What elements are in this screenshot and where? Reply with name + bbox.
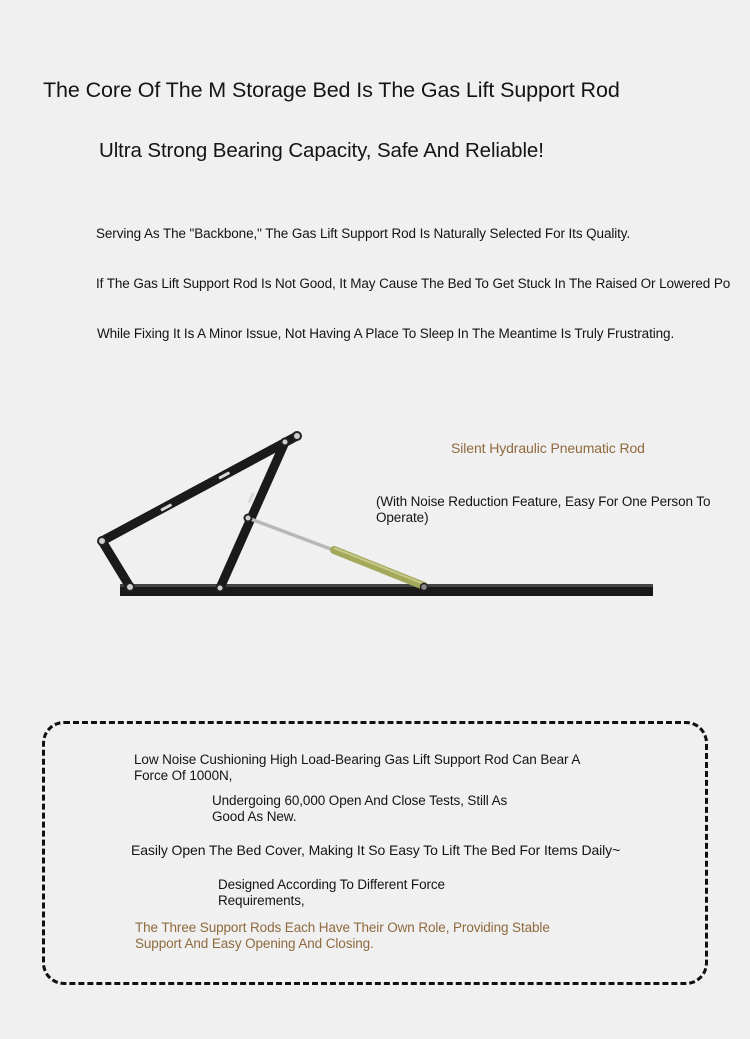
feature-durability: Undergoing 60,000 Open And Close Tests, Still As Good As New. (212, 793, 508, 824)
feature-force-design: Designed According To Different Force Requirements, (218, 877, 445, 908)
feature-easy-open: Easily Open The Bed Cover, Making It So Easy To Lift The Bed For Items Daily~ (131, 842, 621, 858)
gas-cylinder-rod (248, 518, 428, 591)
feature-load-bearing: Low Noise Cushioning High Load-Bearing Gas Lift Support Rod Can Bear A Force Of 1000N, (134, 752, 580, 783)
pivot-joints (98, 432, 301, 592)
page-title: The Core Of The M Storage Bed Is The Gas Lift Support Rod (43, 78, 620, 102)
page-subtitle: Ultra Strong Bearing Capacity, Safe And Reliable! (99, 139, 544, 162)
short-link (102, 541, 130, 587)
feature-three-rods: The Three Support Rods Each Have Their Own Role, Providing Stable Support And Easy Opening And Closing. (135, 920, 550, 951)
base-rail (120, 584, 653, 596)
rod-description: (With Noise Reduction Feature, Easy For One Person To Operate) (376, 494, 711, 525)
rod-name-label: Silent Hydraulic Pneumatic Rod (451, 440, 645, 456)
intro-line-backbone: Serving As The "Backbone," The Gas Lift Support Rod Is Naturally Selected For Its Quality. (96, 226, 631, 241)
intro-line-frustrating: While Fixing It Is A Minor Issue, Not Having A Place To Sleep In The Meantime Is Truly Frustrating. (97, 326, 675, 341)
intro-line-stuck: If The Gas Lift Support Rod Is Not Good, It May Cause The Bed To Get Stuck In The Raised Or Lowered Po (96, 276, 731, 291)
